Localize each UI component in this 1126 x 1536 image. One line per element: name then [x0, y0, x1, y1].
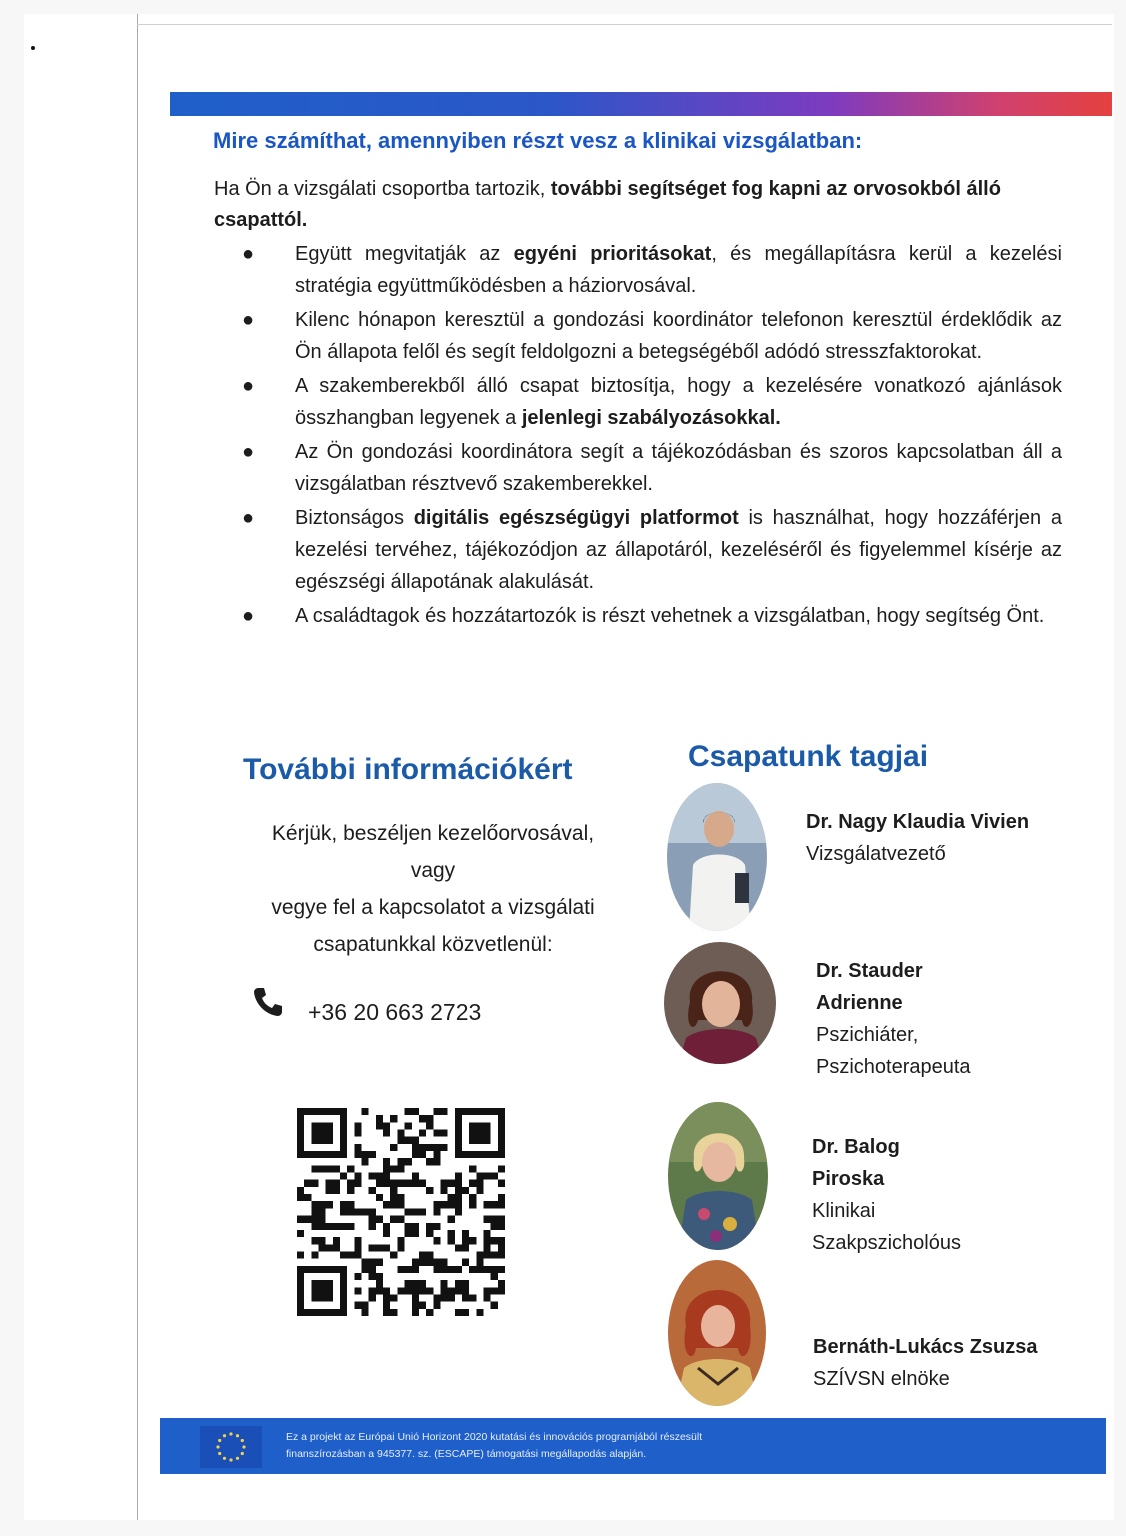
member-role: Pszichiáter, [816, 1024, 919, 1046]
member-role: Pszichoterapeuta [816, 1056, 971, 1078]
member-photo [664, 942, 776, 1064]
bullet-icon: ● [242, 243, 255, 265]
list-item: ● A családtagok és hozzátartozók is részt vehetnek a vizsgálatban, hogy segítség Önt. [242, 600, 1062, 632]
member-name: Dr. Nagy Klaudia Vivien [806, 811, 1030, 833]
info-text [224, 815, 642, 963]
list-item: ● Az Ön gondozási koordinátora segít a tájékozódásban és szoros kapcsolatban áll a vizsgálatban résztvevő szakemberekkel. [242, 436, 1062, 500]
team-member [816, 955, 971, 1083]
list-item: ● Együtt megvitatják az egyéni prioritásokat, és megállapításra kerül a kezelési stratégia együttműködésben a háziorvosával. [242, 238, 1062, 302]
member-name: Bernáth-Lukács Zsuzsa [813, 1336, 1038, 1358]
team-member [812, 1131, 961, 1259]
team-member [806, 806, 1029, 870]
intro-bold-text: további segítséget fog kapni az orvosokból álló csapattól. [214, 178, 1001, 231]
benefits-list [242, 238, 1062, 634]
bullet-icon: ● [242, 605, 255, 627]
scan-speck [31, 46, 35, 50]
info-title: További információkért [243, 753, 573, 786]
intro-text: Ha Ön a vizsgálati csoportba tartozik, [214, 178, 551, 200]
list-item: ● Biztonságos digitális egészségügyi platformot is használhat, hogy hozzáférjen a kezelési tervéhez, tájékozódjon az állapotáról, kezeléséről és figyelemmel kísérje az egészségi állapotának alakulását. [242, 502, 1062, 598]
member-role: Klinikai [812, 1200, 876, 1222]
member-name: Adrienne [816, 992, 903, 1014]
member-role: Vizsgálatvezető [806, 843, 946, 865]
bullet-icon: ● [242, 375, 255, 397]
list-item: ● Kilenc hónapon keresztül a gondozási koordinátor telefonon keresztül érdeklődik az Ön állapota felől és segít feldolgozni a betegségéből adódó stresszfaktorokat. [242, 304, 1062, 368]
page-top-line [137, 24, 1112, 25]
member-photo [667, 783, 767, 931]
member-name: Dr. Stauder [816, 960, 923, 982]
bullet-icon: ● [242, 441, 255, 463]
info-line: csapatunkkal közvetlenül: [313, 933, 553, 956]
member-name: Dr. Balog [812, 1136, 900, 1158]
bullet-icon: ● [242, 309, 255, 331]
phone-icon [250, 984, 286, 1020]
member-role: Szakpszicholóus [812, 1232, 961, 1254]
bullet-icon: ● [242, 507, 255, 529]
footer-banner [160, 1418, 1106, 1474]
funding-notice: Ez a projekt az Európai Unió Horizont 2020 kutatási és innovációs programjából részesült finanszírozásban a 945377. sz. (ESCAPE) támogatási megállapodás alapján. [286, 1431, 703, 1460]
member-photo [668, 1260, 766, 1406]
page-margin-line [137, 14, 138, 1520]
intro-paragraph [214, 174, 1074, 236]
info-line: vegye fel a kapcsolatot a vizsgálati [271, 896, 595, 919]
member-photo [668, 1102, 768, 1250]
qr-code[interactable] [297, 1108, 505, 1316]
header-gradient-bar [170, 92, 1112, 116]
list-item: ● A szakemberekből álló csapat biztosítja, hogy a kezelésére vonatkozó ajánlások összhangban legyenek a jelenlegi szabályozásokkal. [242, 370, 1062, 434]
eu-flag-icon [200, 1426, 262, 1468]
phone-number[interactable]: +36 20 663 2723 [308, 999, 482, 1025]
team-member [813, 1331, 1038, 1395]
info-line: vagy [410, 859, 456, 882]
info-line: Kérjük, beszéljen kezelőorvosával, [271, 822, 595, 845]
member-name: Piroska [812, 1168, 885, 1190]
team-title: Csapatunk tagjai [688, 740, 929, 773]
member-role: SZÍVSN elnöke [813, 1368, 950, 1390]
section-heading: Mire számíthat, amennyiben részt vesz a klinikai vizsgálatban: [213, 128, 863, 153]
